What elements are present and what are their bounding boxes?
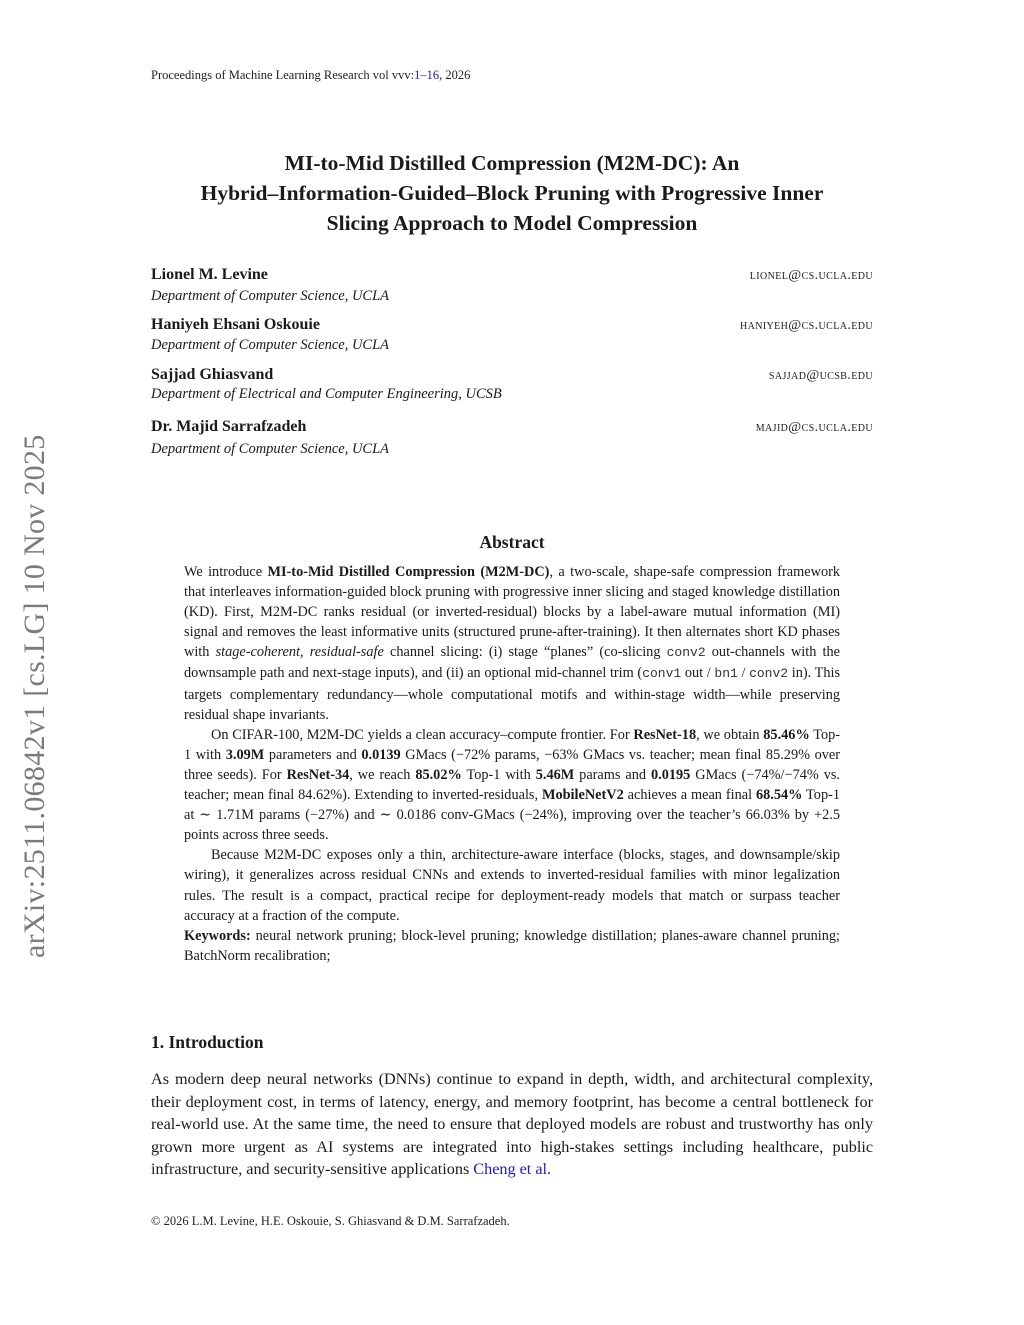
abstract-body	[184, 562, 840, 966]
author-affiliation: Department of Computer Science, UCLA	[151, 441, 390, 457]
abstract-paragraph-1: We introduce MI-to-Mid Distilled Compression (M2M-DC), a two-scale, shape-safe compression framework that interleaves information-guided block pruning with progressive inner slicing and staged knowledge distillation (KD). First, M2M-DC ranks residual (or inverted-residual) blocks by a label-aware mutual information (MI) signal and removes the least informative units (structured prune-after-training). It then alternates short KD phases with stage-coherent, residual-safe channel slicing: (i) stage “planes” (co-slicing conv2 out-channels with the downsample path and next-stage inputs), and (ii) an optional mid-channel trim (conv1 out / bn1 / conv2 in). This targets complementary redundancy—whole computational motifs and within-stage width—while preserving residual shape invariants.	[184, 564, 841, 723]
author-affiliation: Department of Computer Science, UCLA	[151, 288, 390, 304]
title-line-1: MI-to-Mid Distilled Compression (M2M-DC): An	[284, 151, 740, 175]
running-header	[151, 68, 470, 83]
keywords-label: Keywords:	[184, 927, 251, 944]
citation-link[interactable]: Cheng et al.	[473, 1160, 552, 1178]
author-name: Sajjad Ghiasvand	[151, 366, 274, 383]
author-email[interactable]: haniyeh@cs.ucla.edu	[739, 318, 873, 333]
author-name: Dr. Majid Sarrafzadeh	[151, 418, 307, 435]
abstract-heading: Abstract	[479, 532, 545, 552]
introduction-text: As modern deep neural networks (DNNs) continue to expand in depth, width, and architectural complexity, their deployment cost, in terms of latency, energy, and memory footprint, has become a central bottleneck for real-world use. At the same time, the need to ensure that deployed models are robust and trustworthy has only grown more urgent as AI systems are integrated into high-stakes settings including healthcare, public infrastructure, and security-sensitive applications Cheng et al.	[151, 1070, 873, 1178]
author-affiliation: Department of Electrical and Computer Engineering, UCSB	[151, 386, 502, 402]
title-line-3: Slicing Approach to Model Compression	[326, 211, 698, 235]
author-affiliation: Department of Computer Science, UCLA	[151, 337, 390, 353]
abstract-paragraph-2: On CIFAR-100, M2M-DC yields a clean accuracy–compute frontier. For ResNet-18, we obtain 85.46% Top-1 with 3.09M parameters and 0.0139 GMacs (−72% params, −63% GMacs vs. teacher; mean final 85.29% over three seeds). For ResNet-34, we reach 85.02% Top-1 with 5.46M params and 0.0195 GMacs (−74%/−74% vs. teacher; mean final 84.62%). Extending to inverted-residuals, MobileNetV2 achieves a mean final 68.54% Top-1 at ∼ 1.71M params (−27%) and ∼ 0.0186 conv-GMacs (−24%), improving over the teacher’s 66.03% by +2.5 points across three seeds.	[184, 726, 841, 844]
author-email[interactable]: sajjad@ucsb.edu	[768, 368, 873, 383]
title-line-2: Hybrid–Information-Guided–Block Pruning with Progressive Inner	[200, 181, 824, 205]
author-name: Haniyeh Ehsani Oskouie	[151, 316, 320, 333]
author-name: Lionel M. Levine	[151, 266, 268, 283]
keywords-list: neural network pruning; block-level pruning; knowledge distillation; planes-aware channel pruning; BatchNorm recalibration;	[184, 927, 840, 964]
arxiv-sidebar-stamp: arXiv:2511.06842v1 [cs.LG] 10 Nov 2025	[18, 434, 51, 958]
copyright-footer: © 2026 L.M. Levine, H.E. Oskouie, S. Ghiasvand & D.M. Sarrafzadeh.	[151, 1214, 510, 1228]
header-prefix: Proceedings of Machine Learning Research vol vvv:	[151, 68, 415, 82]
author-email[interactable]: lionel@cs.ucla.edu	[749, 268, 873, 283]
section-heading-introduction: 1. Introduction	[151, 1032, 264, 1052]
header-year: , 2026	[439, 68, 471, 82]
paper-title	[140, 148, 884, 238]
keywords	[184, 926, 840, 966]
abstract-paragraph-3: Because M2M-DC exposes only a thin, architecture-aware interface (blocks, stages, and downsample/skip wiring), it generalizes across residual CNNs and extends to inverted-residual families with minor legalization rules. The result is a compact, practical recipe for deployment-ready models that match or surpass teacher accuracy at a fraction of the compute.	[184, 847, 840, 924]
page-range-link[interactable]: 1–16	[414, 68, 440, 82]
author-email[interactable]: majid@cs.ucla.edu	[755, 420, 873, 435]
